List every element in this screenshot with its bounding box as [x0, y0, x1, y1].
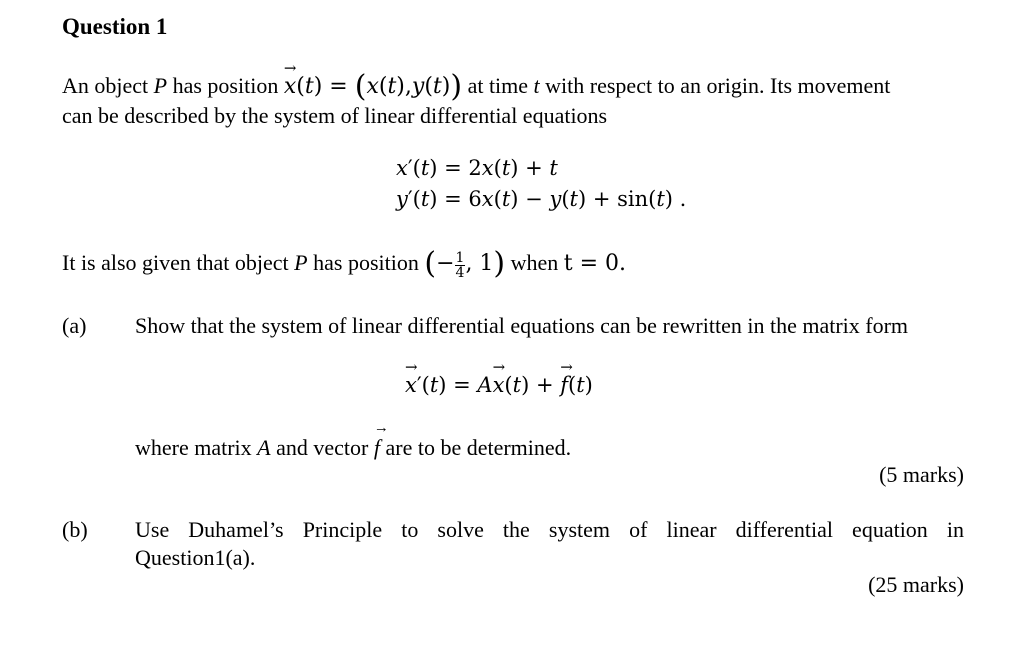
- position-expression: → x(t) = (x(t),y(t)): [284, 74, 462, 99]
- initial-text: when: [505, 250, 564, 275]
- part-b-marks: (25 marks): [868, 572, 964, 597]
- equation-1: x′(t) = 2x(t) + t: [396, 156, 558, 180]
- part-b-label: (b): [62, 517, 88, 542]
- intro-line-2: can be described by the system of linear differential equations: [62, 103, 608, 128]
- intro-line-1: [62, 69, 891, 104]
- object-symbol: P: [153, 73, 168, 98]
- part-a-marks: (5 marks): [879, 462, 964, 487]
- part-b-line-2: Question1(a).: [135, 545, 256, 570]
- time-symbol: t: [533, 73, 540, 98]
- intro-text: at time: [462, 73, 534, 98]
- matrix-symbol: A: [257, 435, 271, 460]
- initial-text: It is also given that object: [62, 250, 295, 275]
- matrix-form-equation: → x′(t) = A→ x(t) + → f(t): [405, 373, 593, 397]
- initial-position: (− $\frac{1}{4}$ , 1): [424, 246, 506, 281]
- question-title: Question 1: [62, 14, 168, 39]
- intro-text: with respect to an origin. Its movement: [539, 73, 891, 98]
- initial-text: has position: [307, 250, 425, 275]
- part-a-label: (a): [62, 313, 87, 338]
- part-a-text: Show that the system of linear differential equations can be rewritten in the matrix form: [135, 313, 909, 338]
- equation-2: y′(t) = 6x(t) − y(t) + sin(t) .: [396, 187, 687, 211]
- vector-symbol: → f: [374, 435, 380, 461]
- initial-time: t = 0.: [563, 251, 627, 276]
- initial-condition: [62, 246, 627, 281]
- part-a-where: where matrix A and vector → f are to be determined.: [135, 435, 571, 461]
- intro-text: has position: [167, 73, 284, 98]
- part-b-line-1: Use Duhamel’s Principle to solve the system of linear differential equation in: [135, 517, 964, 542]
- object-symbol: P: [294, 250, 308, 275]
- intro-text: An object: [62, 73, 154, 98]
